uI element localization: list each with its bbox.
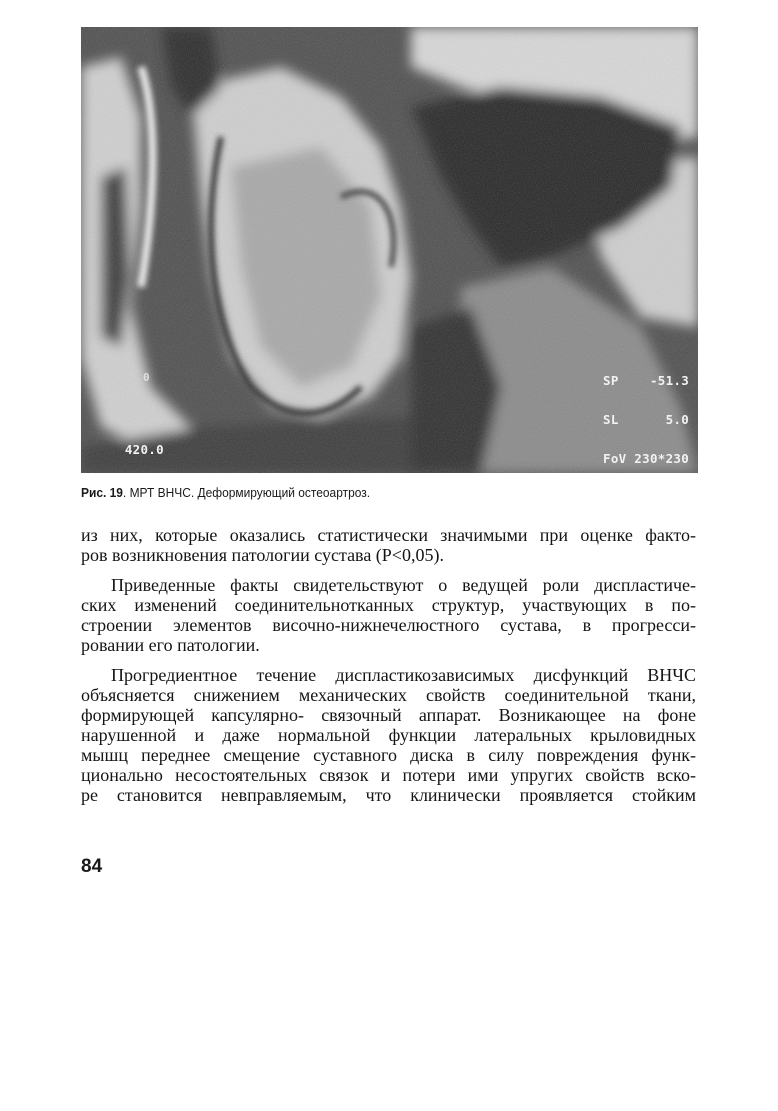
mri-overlay-left-line: 420.0	[124, 442, 164, 457]
mri-marker: 0	[143, 371, 150, 384]
caption-label: Рис. 19	[81, 485, 123, 500]
caption-text: . МРТ ВНЧС. Деформирующий остеоартроз.	[122, 485, 371, 500]
figure-caption	[81, 485, 370, 500]
text-line: ционально несостоятельных связок и потери ими упругих свойств вско-	[81, 765, 696, 785]
mri-overlay-right-line: FoV 230*230	[603, 451, 690, 466]
mri-overlay-right-line: SP -51.3	[603, 373, 690, 388]
body-text	[81, 525, 696, 805]
text-line: из них, которые оказались статистически значимыми при оценке факто-	[81, 525, 696, 545]
paragraph	[81, 525, 696, 565]
text-line: формирующей капсулярно- связочный аппарат. Возникающее на фоне	[81, 705, 696, 725]
text-line: строении элементов височно-нижнечелюстного сустава, в прогресси-	[81, 615, 696, 635]
text-line: Приведенные факты свидетельствуют о ведущей роли диспластиче-	[111, 575, 696, 595]
text-line: ре становится невправляемым, что клинически проявляется стойким	[81, 785, 696, 805]
mri-figure	[81, 27, 698, 473]
mri-overlay-left	[117, 417, 164, 473]
text-line: мышц переднее смещение суставного диска в силу повреждения функ-	[81, 745, 696, 765]
text-line: объясняется снижением механических свойств соединительной ткани,	[81, 685, 696, 705]
paragraph	[81, 665, 696, 805]
text-line: ров возникновения патологии сустава (P<0,05).	[81, 545, 444, 565]
page-number: 84	[81, 856, 103, 877]
text-line: нарушенной и даже нормальной функции латеральных крыловидных	[81, 725, 696, 745]
text-line: ских изменений соединительнотканных структур, участвующих в по-	[81, 595, 696, 615]
text-line: Прогредиентное течение диспластикозависимых дисфункций ВНЧС	[111, 665, 696, 685]
mri-overlay-right-line: SL 5.0	[603, 412, 690, 427]
text-line: ровании его патологии.	[81, 635, 260, 655]
mri-overlay-right	[603, 348, 689, 473]
paragraph	[81, 575, 696, 655]
